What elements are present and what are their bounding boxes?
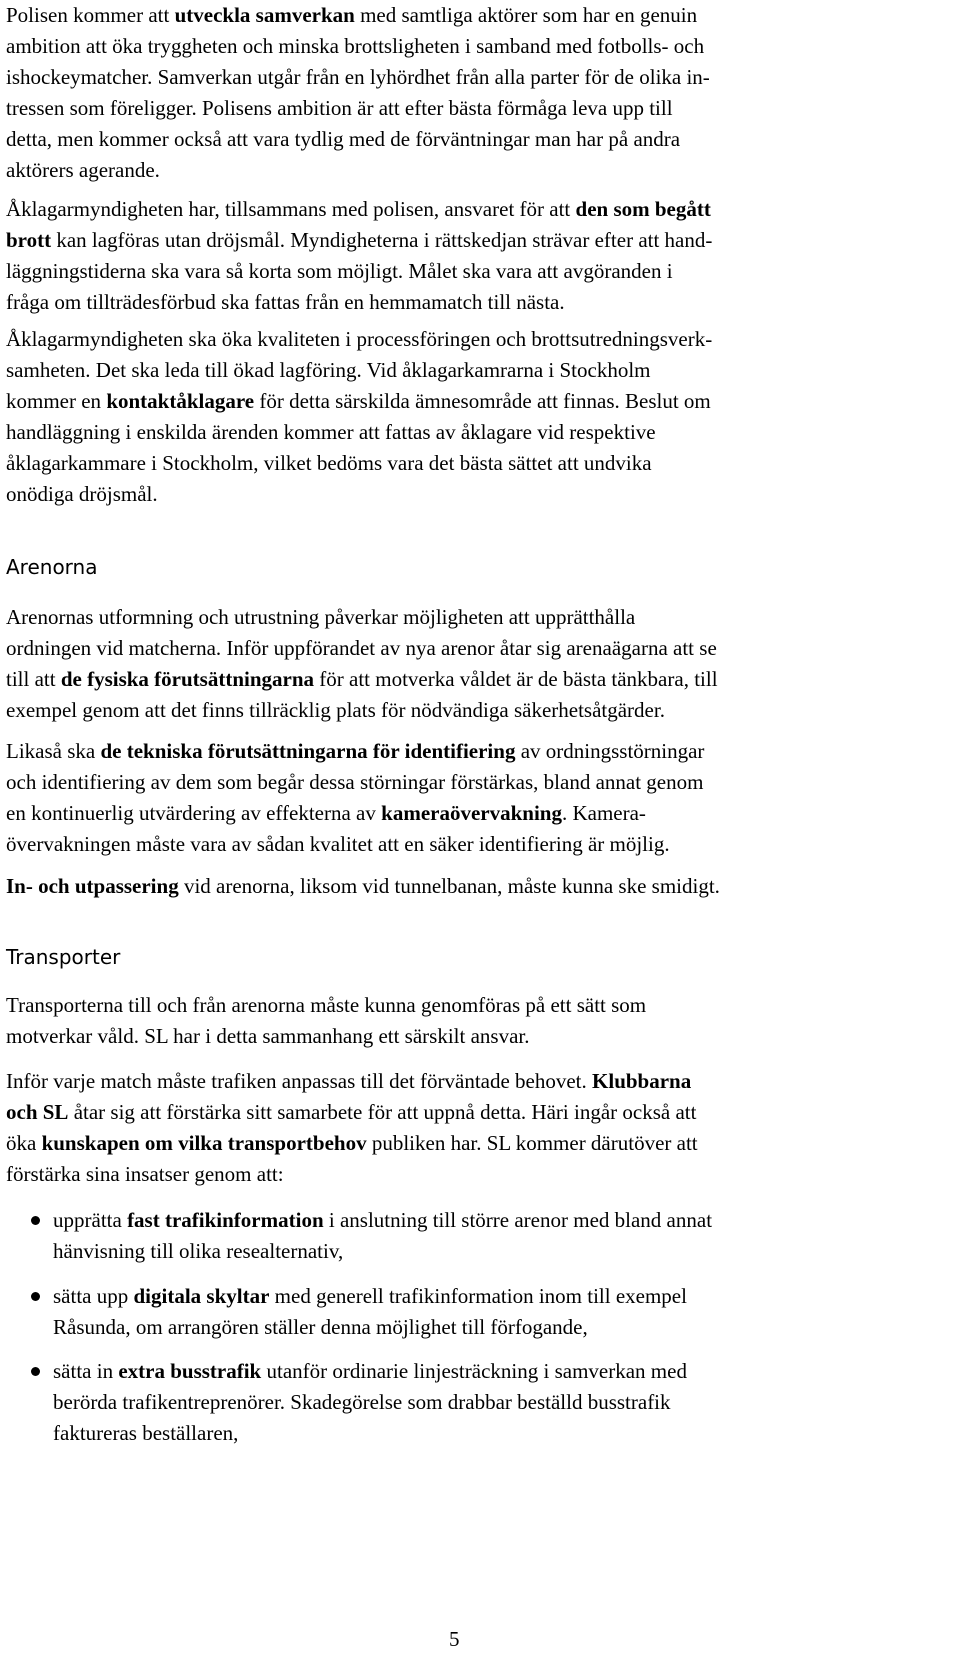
text-run: tressen som föreligger. Polisens ambition är att efter bästa förmåga leva upp till <box>6 96 673 120</box>
bold-text: kunskapen om vilka transportbehov <box>41 1131 367 1155</box>
text-run: och identifiering av dem som begår dessa störningar förstärkas, bland annat genom <box>6 770 704 794</box>
text-run: till att <box>6 667 61 691</box>
text-run: åtar sig att förstärka sitt samarbete för att uppnå detta. Häri ingår också att <box>68 1100 697 1124</box>
text-run: publiken har. SL kommer därutöver att <box>366 1131 698 1155</box>
paragraph-in-och-utpassering <box>6 871 954 902</box>
text-run: onödiga dröjsmål. <box>6 482 158 506</box>
text-line <box>6 386 954 417</box>
text-line <box>53 1205 712 1236</box>
bold-text: Klubbarna <box>592 1069 692 1093</box>
page-number: 5 <box>449 1627 460 1651</box>
text-run: av ordningsstörningar <box>515 739 705 763</box>
text-run: utanför ordinarie linjesträckning i samverkan med <box>261 1359 687 1383</box>
text-line <box>6 736 954 767</box>
text-line <box>6 798 954 829</box>
text-line <box>6 1128 954 1159</box>
text-line <box>6 62 954 93</box>
text-run: Polisen kommer att <box>6 3 175 27</box>
text-run: Transporterna till och från arenorna måste kunna genomföras på ett sätt som <box>6 993 647 1017</box>
bold-text: digitala skyltar <box>133 1284 270 1308</box>
text-run: faktureras beställaren, <box>53 1421 239 1445</box>
text-run: kommer en <box>6 389 107 413</box>
text-run: en kontinuerlig utvärdering av effekterna av <box>6 801 382 825</box>
paragraph-aklagarmyndigheten-kvalitet <box>6 324 954 510</box>
text-run: Inför varje match måste trafiken anpassas till det förväntade behovet. <box>6 1069 593 1093</box>
text-line <box>53 1387 687 1418</box>
text-run: Råsunda, om arrangören ställer denna möjlighet till förfogande, <box>53 1315 588 1339</box>
bold-text: kontaktåklagare <box>106 389 255 413</box>
text-line <box>6 417 954 448</box>
text-run: kan lagföras utan dröjsmål. Myndigheterna i rättskedjan strävar efter att hand- <box>51 228 713 252</box>
paragraph-transporterna <box>6 990 954 1052</box>
bold-text: utveckla samverkan <box>174 3 355 27</box>
text-line <box>53 1418 687 1449</box>
text-run: läggningstiderna ska vara så korta som möjligt. Målet ska vara att avgöranden i <box>6 259 673 283</box>
bold-text: de tekniska förutsättningarna för identifiering <box>100 739 516 763</box>
text-line <box>53 1281 687 1312</box>
text-line <box>53 1356 687 1387</box>
bold-text: den som begått <box>575 197 711 221</box>
bullet-text <box>53 1356 687 1449</box>
text-run: . Kamera- <box>561 801 646 825</box>
text-line <box>6 256 954 287</box>
text-line <box>6 1066 954 1097</box>
text-line <box>6 664 954 695</box>
text-line <box>6 1021 954 1052</box>
text-line <box>6 324 954 355</box>
bold-text: extra busstrafik <box>118 1359 262 1383</box>
text-line <box>6 602 954 633</box>
text-run: Arenornas utformning och utrustning påverkar möjligheten att upprätthålla <box>6 605 636 629</box>
text-run: vid arenorna, liksom vid tunnelbanan, måste kunna ske smidigt. <box>178 874 720 898</box>
text-run: exempel genom att det finns tillräcklig plats för nödvändiga säkerhetsåtgärder. <box>6 698 665 722</box>
text-line <box>53 1312 687 1343</box>
text-line <box>6 767 954 798</box>
text-run: för detta särskilda ämnesområde att finnas. Beslut om <box>254 389 711 413</box>
text-run: Åklagarmyndigheten har, tillsammans med polisen, ansvaret för att <box>6 197 576 221</box>
heading-arenorna: Arenorna <box>6 555 98 579</box>
text-run: hänvisning till olika resealternativ, <box>53 1239 344 1263</box>
text-run: Åklagarmyndigheten ska öka kvaliteten i processföringen och brottsutredningsverk- <box>6 327 713 351</box>
paragraph-aklagarmyndigheten-ansvar <box>6 194 954 318</box>
text-line <box>6 829 954 860</box>
bold-text: In- och utpassering <box>6 874 179 898</box>
text-run: berörda trafikentreprenörer. Skadegörelse som drabbar beställd busstrafik <box>53 1390 671 1414</box>
text-line <box>6 225 954 256</box>
bold-text: kameraövervakning <box>381 801 562 825</box>
text-line <box>6 633 954 664</box>
bold-text: fast trafikinformation <box>127 1208 324 1232</box>
paragraph-tekniska-forutsattningar <box>6 736 954 860</box>
bold-text: de fysiska förutsättningarna <box>60 667 315 691</box>
text-run: ambition att öka tryggheten och minska brottsligheten i samband med fotbolls- och <box>6 34 705 58</box>
text-line <box>6 0 954 31</box>
text-line <box>6 871 954 902</box>
text-line <box>6 287 954 318</box>
heading-transporter: Transporter <box>6 945 121 969</box>
text-run: åklagarkammare i Stockholm, vilket bedöms vara det bästa sättet att undvika <box>6 451 652 475</box>
text-run: med samtliga aktörer som har en genuin <box>354 3 698 27</box>
text-run: övervakningen måste vara av sådan kvalitet att en säker identifiering är möjlig. <box>6 832 670 856</box>
text-run: motverkar våld. SL har i detta sammanhang ett särskilt ansvar. <box>6 1024 530 1048</box>
text-run: upprätta <box>53 1208 128 1232</box>
text-run: detta, men kommer också att vara tydlig med de förväntningar man har på andra <box>6 127 681 151</box>
bullet-text <box>53 1281 687 1343</box>
text-run: samheten. Det ska leda till ökad lagföring. Vid åklagarkamrarna i Stockholm <box>6 358 651 382</box>
text-line <box>6 1097 954 1128</box>
text-line <box>6 479 954 510</box>
text-run: handläggning i enskilda ärenden kommer att fattas av åklagare vid respektive <box>6 420 656 444</box>
text-line <box>6 1159 954 1190</box>
text-run: för att motverka våldet är de bästa tänkbara, till <box>314 667 718 691</box>
text-line <box>6 194 954 225</box>
text-run: med generell trafikinformation inom till exempel <box>269 1284 687 1308</box>
bullet-text <box>53 1205 712 1267</box>
text-run: i anslutning till större arenor med bland annat <box>323 1208 713 1232</box>
text-line <box>6 93 954 124</box>
text-line <box>6 155 954 186</box>
text-run: förstärka sina insatser genom att: <box>6 1162 284 1186</box>
text-run: ishockeymatcher. Samverkan utgår från en lyhördhet från alla parter för de olika in- <box>6 65 710 89</box>
text-line <box>6 448 954 479</box>
text-run: öka <box>6 1131 42 1155</box>
text-run: ordningen vid matcherna. Inför uppförandet av nya arenor åtar sig arenaägarna att se <box>6 636 717 660</box>
text-line <box>6 990 954 1021</box>
text-line <box>6 695 954 726</box>
text-run: sätta in <box>53 1359 119 1383</box>
text-line <box>6 124 954 155</box>
bold-text: och SL <box>6 1100 69 1124</box>
bold-text: brott <box>6 228 52 252</box>
paragraph-infor-varje-match <box>6 1066 954 1190</box>
text-line <box>6 31 954 62</box>
text-run: aktörers agerande. <box>6 158 160 182</box>
text-run: sätta upp <box>53 1284 134 1308</box>
paragraph-arenornas-utformning <box>6 602 954 726</box>
text-run: Likaså ska <box>6 739 101 763</box>
text-line <box>53 1236 712 1267</box>
text-run: fråga om tillträdesförbud ska fattas från en hemmamatch till nästa. <box>6 290 565 314</box>
paragraph-polisen-samverkan <box>6 0 954 186</box>
text-line <box>6 355 954 386</box>
